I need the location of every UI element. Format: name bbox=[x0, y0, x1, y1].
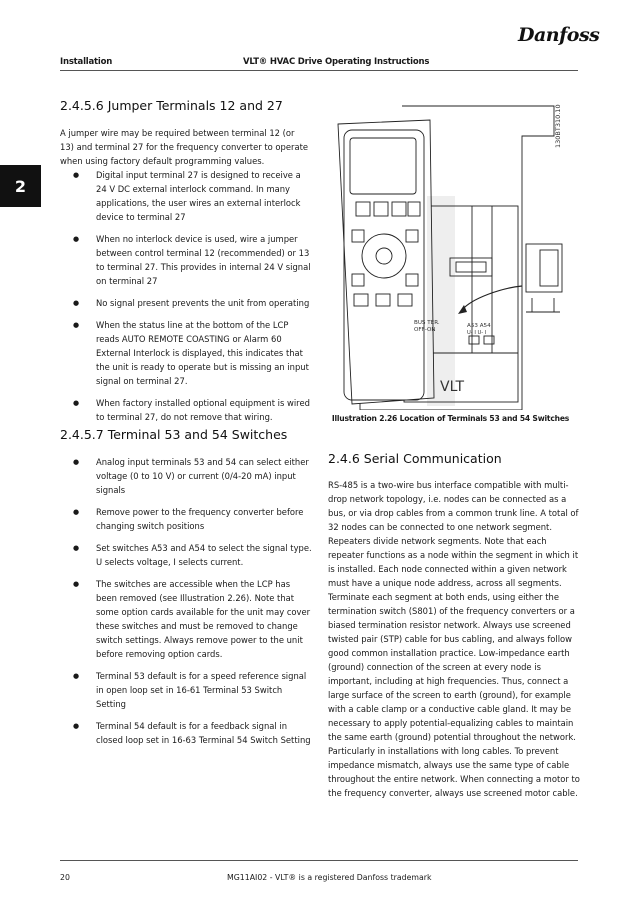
list-item: ● Digital input terminal 27 is designed to receive a 24 V DC external interlock command. In many applications, the user wires an external interlock device to terminal 27 bbox=[60, 168, 312, 224]
header-title: VLT® HVAC Drive Operating Instructions bbox=[243, 57, 430, 67]
switch-bullet-list bbox=[60, 455, 312, 755]
switch-location-illustration bbox=[322, 98, 580, 410]
list-item: ● Set switches A53 and A54 to select the signal type. U selects voltage, I selects current. bbox=[60, 541, 312, 569]
danfoss-logo: Danfoss bbox=[518, 24, 600, 46]
heading-serial-communication: 2.4.6 Serial Communication bbox=[328, 451, 502, 466]
footer-rule bbox=[60, 860, 578, 861]
chapter-tab: 2 bbox=[0, 165, 41, 207]
jumper-bullet-list bbox=[60, 168, 312, 432]
header-section: Installation bbox=[60, 57, 113, 67]
list-item: ● When factory installed optional equipment is wired to terminal 27, do not remove that wiring. bbox=[60, 396, 312, 424]
figure-code: 130BT310.10 bbox=[554, 104, 562, 148]
heading-switches: 2.4.5.7 Terminal 53 and 54 Switches bbox=[60, 427, 288, 442]
heading-jumper-terminals: 2.4.5.6 Jumper Terminals 12 and 27 bbox=[60, 98, 283, 113]
vlt-label: VLT bbox=[440, 379, 465, 395]
bus-onoff-label: OFF-ON bbox=[414, 327, 436, 333]
list-item: ● When the status line at the bottom of the LCP reads AUTO REMOTE COASTING or Alarm 60 External Interlock is displayed, this indicates that the unit is ready to operate but is missing an input signal on terminal 27. bbox=[60, 318, 312, 388]
list-item: ● Analog input terminals 53 and 54 can select either voltage (0 to 10 V) or current (0/4-20 mA) input signals bbox=[60, 455, 312, 497]
header-rule bbox=[60, 70, 578, 71]
list-item: ● Remove power to the frequency converter before changing switch positions bbox=[60, 505, 312, 533]
list-item: ● The switches are accessible when the LCP has been removed (see Illustration 2.26). Note that some option cards available for the unit may cover these switches and must be removed to change switch settings. Always remove power to the unit before removing option cards. bbox=[60, 577, 312, 661]
a53-a54-label: A53 A54 bbox=[467, 323, 491, 329]
page-number: 20 bbox=[60, 873, 70, 882]
list-item: ● Terminal 54 default is for a feedback signal in closed loop set in 16-63 Terminal 54 Switch Setting bbox=[60, 719, 312, 747]
intro-paragraph: A jumper wire may be required between terminal 12 (or 13) and terminal 27 for the frequency converter to operate when using factory default programming values. bbox=[60, 128, 309, 166]
serial-communication-body: RS-485 is a two-wire bus interface compatible with multi-drop network topology, i.e. nodes can be connected as a bus, or via drop cables from a common trunk line. A total of 32 nodes can be connected to one network segment. Repeaters divide network segments. Note that each repeater functions as a node within the segment in which it is installed. Each node connected within a given network must have a unique node address, across all segments. Terminate each segment at both ends, using either the termination switch (S801) of the frequency converters or a biased termination resistor network. Always use screened twisted pair (STP) cable for bus cabling, and always follow good common installation practice. Low-impedance earth (ground) connection of the screen at every node is important, including at high frequencies. Thus, connect a large surface of the screen to earth (ground), for example with a cable clamp or a conductive cable gland. It may be necessary to apply potential-equalizing cables to maintain the same earth (ground) potential throughout the network. Particularly in installations with long cables. To prevent impedance mismatch, always use the same type of cable throughout the entire network. When connecting a motor to the frequency converter, always use screened motor cable. bbox=[328, 480, 580, 798]
bus-term-label: BUS TER. bbox=[414, 320, 440, 326]
list-item: ● When no interlock device is used, wire a jumper between control terminal 12 (recommended) or 13 to terminal 27. This provides in internal 24 V signal on terminal 27 bbox=[60, 232, 312, 288]
list-item: ● Terminal 53 default is for a speed reference signal in open loop set in 16-61 Terminal 53 Switch Setting bbox=[60, 669, 312, 711]
figure-caption: Illustration 2.26 Location of Terminals 53 and 54 Switches bbox=[331, 414, 570, 423]
footer-trademark: MG11AI02 - VLT® is a registered Danfoss trademark bbox=[227, 873, 432, 882]
u-i-label: U- I U- I bbox=[467, 330, 487, 336]
list-item: ● No signal present prevents the unit from operating bbox=[60, 296, 312, 310]
